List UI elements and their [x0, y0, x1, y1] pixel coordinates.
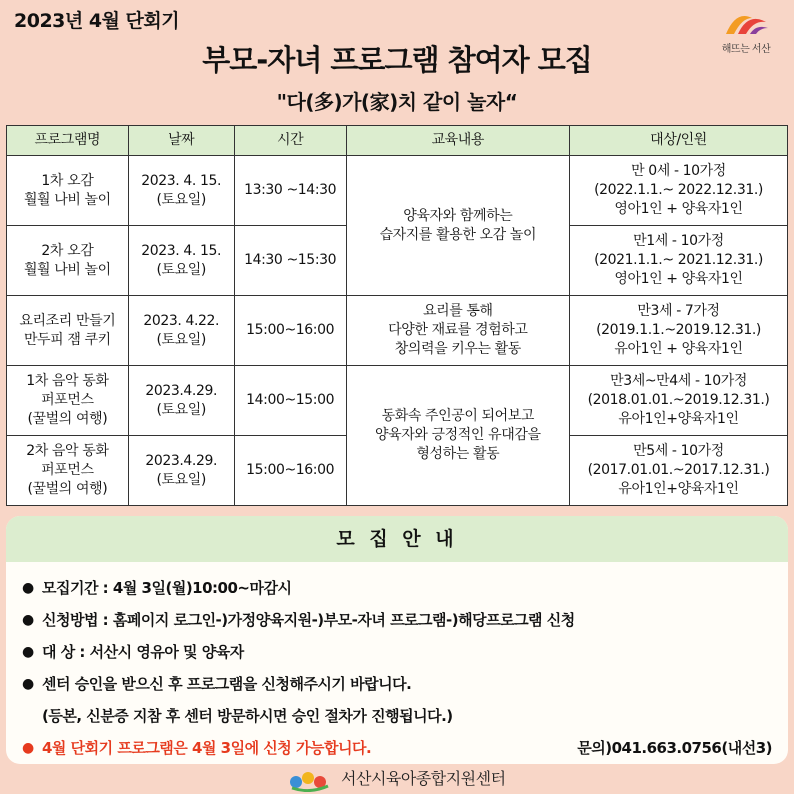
contact-info: 문의)041.663.0756(내선3): [577, 739, 772, 757]
center-name: 서산시육아종합지원센터: [341, 769, 506, 788]
target-cell: 만5세 - 10가정 (2017.01.01.~2017.12.31.) 유아1인+양육자1인: [570, 436, 788, 506]
table-row: [7, 156, 788, 226]
header-program-name: 프로그램명: [7, 126, 129, 156]
recruitment-notice: [6, 516, 788, 764]
program-name-cell: 요리조리 만들기 만두피 잼 쿠키: [7, 296, 129, 366]
content-cell: 요리를 통해 다양한 재료를 경험하고 창의력을 키우는 활동: [346, 296, 569, 366]
time-cell: 14:00~15:00: [234, 366, 346, 436]
content-cell: 동화속 주인공이 되어보고 양육자와 긍정적인 유대감을 형성하는 활동: [346, 366, 569, 506]
date-cell: 2023. 4. 15. (토요일): [128, 226, 234, 296]
page-title: 부모-자녀 프로그램 참여자 모집: [202, 43, 592, 77]
time-cell: 14:30 ~15:30: [234, 226, 346, 296]
header-time: 시간: [234, 126, 346, 156]
highlight-text: 4월 단회기 프로그램은 4월 3일에 신청 가능합니다.: [42, 739, 372, 757]
header-content: 교육내용: [346, 126, 569, 156]
program-name-cell: 2차 음악 동화 퍼포먼스 (꿀벌의 여행): [7, 436, 129, 506]
target-cell: 만3세 - 7가정 (2019.1.1.~2019.12.31.) 유아1인 + 양육자1인: [570, 296, 788, 366]
bullet-icon: ●: [22, 644, 34, 660]
bullet-icon: ●: [22, 740, 34, 756]
list-item: ● 신청방법 : 홈페이지 로그인-)가정양육지원-)부모-자녀 프로그램-)해당프로그램 신청: [22, 604, 788, 636]
center-logo-icon: [288, 768, 332, 792]
footer: [0, 766, 794, 794]
list-item: ● 대 상 : 서산시 영유아 및 양육자: [22, 636, 788, 668]
program-name-cell: 1차 오감 훨훨 나비 놀이: [7, 156, 129, 226]
date-cell: 2023.4.29. (토요일): [128, 436, 234, 506]
notice-list: [6, 562, 788, 764]
target-cell: 만1세 - 10가정 (2021.1.1.~ 2021.12.31.) 영아1인 + 양육자1인: [570, 226, 788, 296]
program-name-cell: 1차 음악 동화 퍼포먼스 (꿀벌의 여행): [7, 366, 129, 436]
list-item: ● 모집기간 : 4월 3일(월)10:00~마감시: [22, 572, 788, 604]
bullet-icon: ●: [22, 612, 34, 628]
content-cell: 양육자와 함께하는 습자지를 활용한 오감 놀이: [346, 156, 569, 296]
date-cell: 2023. 4. 15. (토요일): [128, 156, 234, 226]
date-cell: 2023.4.29. (토요일): [128, 366, 234, 436]
program-term: 2023년 4월 단회기: [14, 10, 180, 32]
bullet-icon: ●: [22, 676, 34, 692]
bullet-icon: ●: [22, 580, 34, 596]
sunrise-logo-icon: [722, 8, 770, 38]
page-subtitle: "다(多)가(家)치 같이 놀자“: [276, 90, 518, 114]
date-cell: 2023. 4.22. (토요일): [128, 296, 234, 366]
table-row: [7, 366, 788, 436]
target-cell: 만3세~만4세 - 10가정 (2018.01.01.~2019.12.31.) 유아1인+양육자1인: [570, 366, 788, 436]
notice-heading: 모 집 안 내: [6, 516, 788, 562]
header-date: 날짜: [128, 126, 234, 156]
table-row: [7, 296, 788, 366]
logo-text: 해뜨는 서산: [721, 44, 771, 55]
table-header-row: [7, 126, 788, 156]
program-name-cell: 2차 오감 훨훨 나비 놀이: [7, 226, 129, 296]
header-target: 대상/인원: [570, 126, 788, 156]
highlight-item: [22, 732, 788, 764]
time-cell: 15:00~16:00: [234, 296, 346, 366]
list-item: ● 센터 승인을 받으신 후 프로그램을 신청해주시기 바랍니다.: [22, 668, 788, 700]
list-item: (등본, 신분증 지참 후 센터 방문하시면 승인 절차가 진행됩니다.): [42, 707, 453, 725]
target-cell: 만 0세 - 10가정 (2022.1.1.~ 2022.12.31.) 영아1인 + 양육자1인: [570, 156, 788, 226]
time-cell: 13:30 ~14:30: [234, 156, 346, 226]
program-table: [6, 125, 788, 506]
time-cell: 15:00~16:00: [234, 436, 346, 506]
